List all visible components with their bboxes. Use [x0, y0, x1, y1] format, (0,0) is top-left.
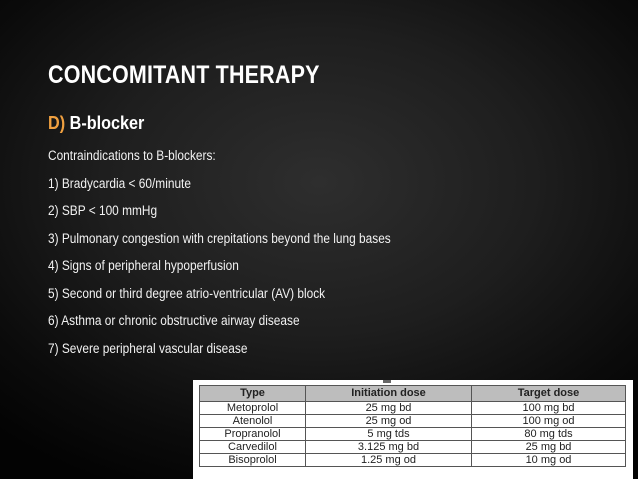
table-header-row	[200, 386, 626, 402]
contraindication-list	[48, 148, 437, 368]
list-item-4: 4) Signs of peripheral hypoperfusion	[48, 258, 239, 273]
cell-target-dose: 25 mg bd	[472, 441, 626, 454]
dose-table	[199, 385, 626, 467]
subtitle-prefix: D)	[48, 113, 66, 133]
header-type: Type	[200, 386, 306, 402]
cell-type: Propranolol	[200, 428, 306, 441]
cell-type: Carvedilol	[200, 441, 306, 454]
cell-target-dose: 100 mg od	[472, 415, 626, 428]
cell-initiation-dose: 5 mg tds	[306, 428, 472, 441]
list-item-2: 2) SBP < 100 mmHg	[48, 203, 158, 218]
slide-title: CONCOMITANT THERAPY	[48, 61, 320, 89]
cell-initiation-dose: 25 mg bd	[306, 402, 472, 415]
cell-initiation-dose: 3.125 mg bd	[306, 441, 472, 454]
table-row	[200, 441, 626, 454]
cell-target-dose: 100 mg bd	[472, 402, 626, 415]
header-initiation-dose: Initiation dose	[306, 386, 472, 402]
table-row	[200, 415, 626, 428]
list-item-5: 5) Second or third degree atrio-ventricular (AV) block	[48, 285, 326, 301]
list-item-1: 1) Bradycardia < 60/minute	[48, 175, 191, 191]
cell-target-dose: 80 mg tds	[472, 428, 626, 441]
slide-subtitle	[48, 113, 144, 134]
cell-initiation-dose: 1.25 mg od	[306, 454, 472, 467]
table-top-mark	[383, 380, 391, 383]
cell-type: Atenolol	[200, 415, 306, 428]
cell-type: Bisoprolol	[200, 454, 306, 467]
list-item-3: 3) Pulmonary congestion with crepitations beyond the lung bases	[48, 230, 391, 246]
cell-initiation-dose: 25 mg od	[306, 415, 472, 428]
list-item-7: 7) Severe peripheral vascular disease	[48, 340, 248, 356]
header-target-dose: Target dose	[472, 386, 626, 402]
table-row	[200, 428, 626, 441]
subtitle-text: B-blocker	[69, 113, 145, 133]
list-item-6: 6) Asthma or chronic obstructive airway disease	[48, 313, 300, 328]
dose-table-image	[193, 380, 633, 479]
cell-target-dose: 10 mg od	[472, 454, 626, 467]
table-row	[200, 454, 626, 467]
list-item-intro: Contraindications to B-blockers:	[48, 148, 216, 163]
cell-type: Metoprolol	[200, 402, 306, 415]
table-row	[200, 402, 626, 415]
